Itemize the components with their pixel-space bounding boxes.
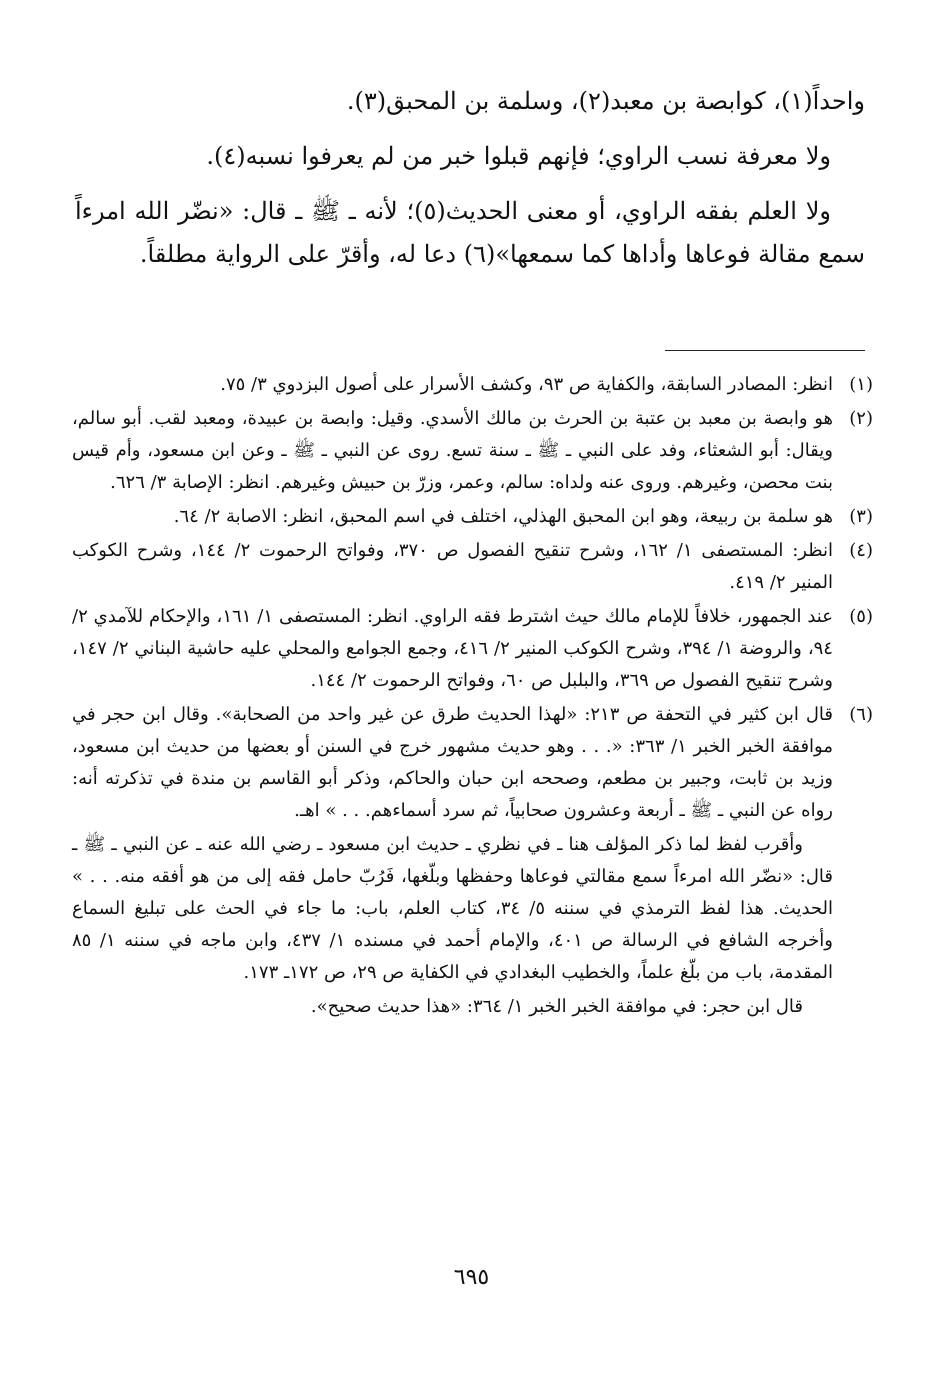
- footnote-text: انظر: المستصفى ١/ ١٦٢، وشرح تنقيح الفصول ص ٣٧٠، وفواتح الرحموت ٢/ ١٤٤، وشرح الكوكب المنير ٢/ ٤١٩.: [72, 540, 833, 593]
- footnote-5: [72, 601, 873, 697]
- footnote-1: [72, 369, 873, 401]
- footnote-6-continuation-1: وأقرب لفظ لما ذكر المؤلف هنا ـ في نظري ـ حديث ابن مسعود ـ رضي الله عنه ـ عن النبي ـ ﷺ ـ قال: «نضّر الله امرءاً سمع مقالتي فوعاها وحفظها وبلّغها، فَرُبّ حامل فقه إلى من هو أفقه منه. . . » الحديث. هذا لفظ الترمذي في سننه ٥/ ٣٤، كتاب العلم، باب: ما جاء في الحث على تبليغ السماع وأخرجه الشافع في الرسالة ص ٤٠١، والإمام أحمد في مسنده ١/ ٤٣٧، وابن ماجه في سننه ١/ ٨٥ المقدمة، باب من بلّغ علماً، والخطيب البغدادي في الكفاية ص ٢٩، ص ١٧٢ـ ١٧٣.: [72, 834, 834, 983]
- footnote-number: (٦): [849, 704, 873, 725]
- footnotes: [72, 369, 873, 1025]
- main-paragraph-2: ولا معرفة نسب الراوي؛ فإنهم قبلوا خبر من لم يعرفوا نسبه(٤).: [206, 142, 831, 170]
- main-text: [75, 80, 865, 288]
- footnote-text: انظر: المصادر السابقة، والكفاية ص ٩٣، وكشف الأسرار على أصول البزدوي ٣/ ٧٥.: [220, 374, 833, 395]
- footnote-number: (٤): [849, 540, 873, 561]
- page-number: ٦٩٥: [453, 1265, 490, 1290]
- footnote-4: [72, 535, 873, 599]
- footnote-6-continuation-2: قال ابن حجر: في موافقة الخبر الخبر ١/ ٣٦٤: «هذا حديث صحيح».: [310, 996, 803, 1017]
- main-paragraph-1: واحداً(١)، كوابصة بن معبد(٢)، وسلمة بن المحبق(٣).: [346, 87, 865, 115]
- footnote-3: [72, 501, 873, 533]
- main-paragraph-3: ولا العلم بفقه الراوي، أو معنى الحديث(٥)؛ لأنه ـ ﷺ ـ قال: «نضّر الله امرءاً سمع مقالة فوعاها وأداها كما سمعها»(٦) دعا له، وأقرّ على الرواية مطلقاً.: [75, 197, 865, 268]
- footnote-number: (٥): [849, 606, 873, 627]
- footnote-number: (١): [849, 374, 873, 395]
- footnote-text: هو سلمة بن ربيعة، وهو ابن المحبق الهذلي، اختلف في اسم المحبق، انظر: الاصابة ٢/ ٦٤.: [173, 506, 833, 527]
- footnote-6: [72, 699, 873, 827]
- footnote-text: عند الجمهور، خلافاً للإمام مالك حيث اشترط فقه الراوي. انظر: المستصفى ١/ ١٦١، والإحكام للآمدي ٢/ ٩٤، والروضة ١/ ٣٩٤، وشرح الكوكب المنير ٢/ ٤١٦، وجمع الجوامع والمحلي عليه حاشية البناني ٢/ ١٤٧، وشرح تنقيح الفصول ص ٣٦٩، والبلبل ص ٦٠، وفواتح الرحموت ٢/ ١٤٤.: [72, 606, 833, 691]
- footnote-number: (٢): [849, 408, 873, 429]
- footnote-text: قال ابن كثير في التحفة ص ٢١٣: «لهذا الحديث طرق عن غير واحد من الصحابة». وقال ابن حجر في موافقة الخبر الخبر ١/ ٣٦٣: «. . . وهو حديث مشهور خرج في السنن أو بعضها من حديث ابن مسعود، وزيد بن ثابت، وجبير بن مطعم، وصححه ابن حبان والحاكم، وذكر أبو القاسم بن مندة في تذكرته أنه: رواه عن النبي ـ ﷺ ـ أربعة وعشرون صحابياً، ثم سرد أسماءهم. . . » اهـ.: [72, 704, 833, 821]
- footnote-text: هو وابصة بن معبد بن عتبة بن الحرث بن مالك الأسدي. وقيل: وابصة بن عبيدة، ومعبد لقب. أبو سالم، ويقال: أبو الشعثاء، وفد على النبي ـ ﷺ ـ سنة تسع. روى عن النبي ـ ﷺ ـ وعن ابن مسعود، وأم قيس بنت محصن، وغيرهم. وروى عنه ولداه: سالم، وعمر، وزرّ بن حبيش وغيرهم. انظر: الإصابة ٣/ ٦٢٦.: [72, 408, 833, 493]
- footnote-2: [72, 403, 873, 499]
- footnote-number: (٣): [849, 506, 873, 527]
- footnote-separator: [665, 350, 865, 351]
